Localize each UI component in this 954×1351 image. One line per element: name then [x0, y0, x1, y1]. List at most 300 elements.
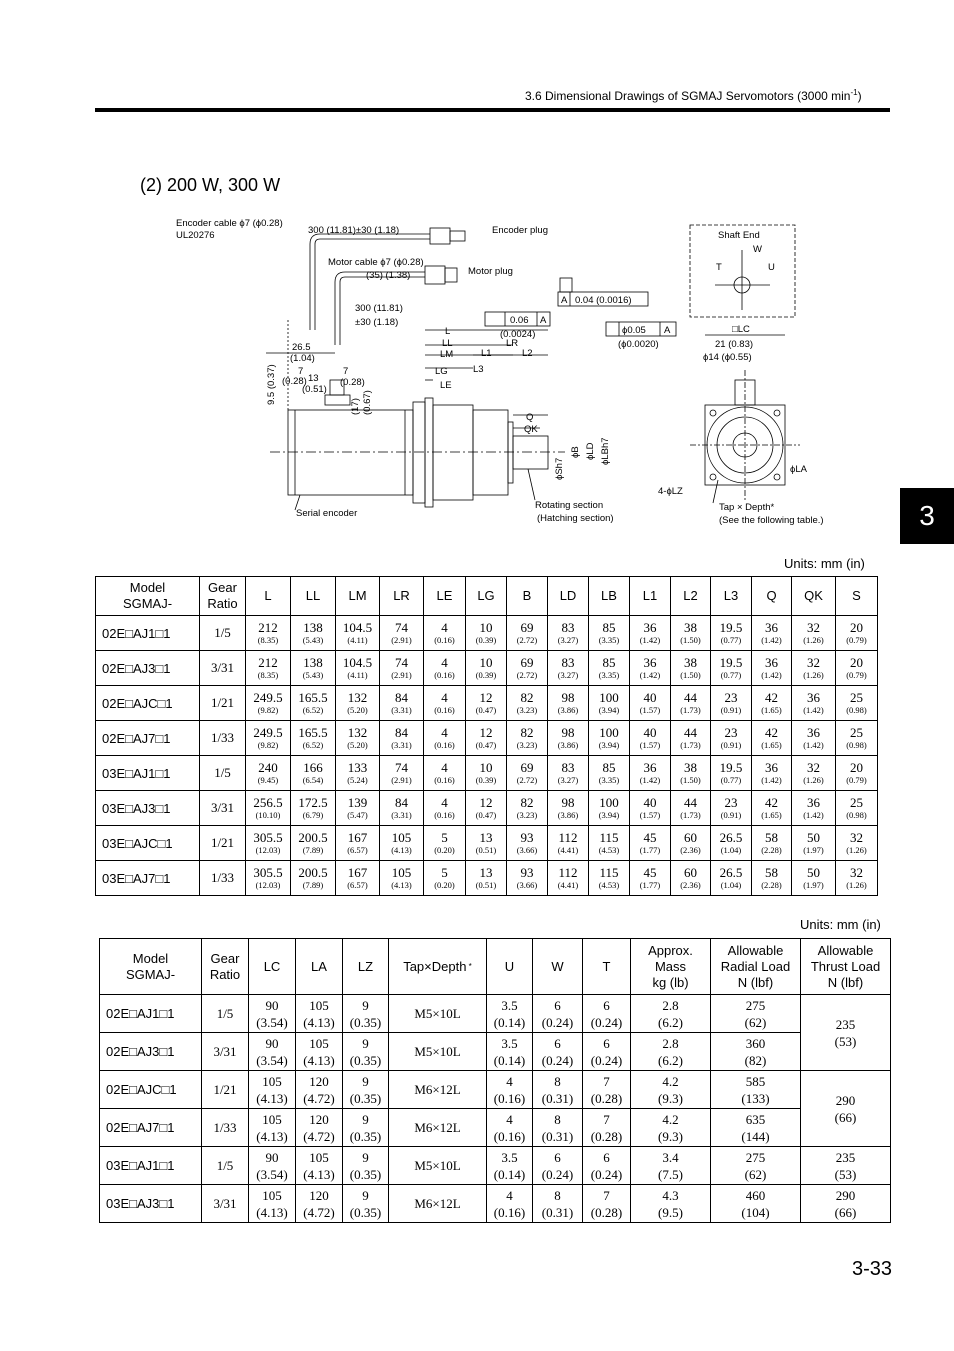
- value-cell: [336, 651, 380, 686]
- value-in: (12.03): [255, 844, 281, 855]
- value-cell: 90 (3.54): [249, 1147, 296, 1185]
- value-cell: [507, 791, 548, 826]
- table-row: [96, 791, 878, 826]
- column-header: Tap×Depth *: [389, 939, 487, 995]
- value-cell: [336, 791, 380, 826]
- value-in: (0.20): [434, 879, 455, 890]
- value-mm: 74: [395, 654, 408, 670]
- table-row: [100, 1033, 891, 1071]
- column-header: Allowable Radial Load N (lbf): [711, 939, 801, 995]
- dim-L: L: [445, 326, 451, 337]
- value-in: (3.94): [598, 739, 620, 750]
- value-mm: 36: [765, 759, 778, 775]
- thrust-load-cell: 235 (53): [801, 1147, 891, 1185]
- column-header: L: [246, 577, 291, 616]
- value-in: (1.42): [803, 809, 824, 820]
- value-in: (3.27): [557, 774, 579, 785]
- table1-units: Units: mm (in): [784, 556, 865, 571]
- value-cell: 6 (0.24): [583, 1033, 631, 1071]
- value-mm: 100: [599, 724, 619, 740]
- value-cell: 9 (0.35): [343, 995, 389, 1033]
- value-cell: [589, 651, 630, 686]
- model-cell: 02E□AJ7□1: [100, 1109, 202, 1147]
- value-cell: [630, 826, 671, 861]
- value-cell: 4.2 (9.3): [631, 1071, 711, 1109]
- value-mm: 25: [850, 689, 863, 705]
- value-in: (1.57): [639, 704, 661, 715]
- value-cell: [380, 861, 424, 896]
- value-mm: 42: [765, 724, 778, 740]
- value-cell: [336, 721, 380, 756]
- value-cell: [507, 721, 548, 756]
- value-cell: [792, 721, 836, 756]
- value-cell: [424, 686, 466, 721]
- value-in: (1.65): [761, 739, 782, 750]
- value-cell: [246, 756, 291, 791]
- value-cell: [380, 826, 424, 861]
- value-mm: 12: [479, 724, 493, 740]
- value-in: (6.52): [302, 739, 324, 750]
- value-in: (1.97): [803, 844, 824, 855]
- model-cell: 02E□AJ7□1: [96, 721, 200, 756]
- dim-B: ϕB: [570, 446, 581, 458]
- cable-length-2b: ±30 (1.18): [355, 317, 399, 328]
- value-mm: 25: [850, 794, 863, 810]
- value-mm: 105: [391, 829, 412, 845]
- value-in: (4.41): [557, 879, 579, 890]
- value-mm: 44: [684, 724, 697, 740]
- value-mm: 93: [520, 864, 534, 880]
- value-in: (1.26): [803, 634, 824, 645]
- value-in: (4.53): [598, 879, 620, 890]
- value-in: (1.42): [761, 634, 782, 645]
- value-cell: M5×10L: [389, 1147, 487, 1185]
- column-header: LG: [466, 577, 507, 616]
- thrust-load-cell: 235 (53): [801, 995, 891, 1071]
- value-cell: 460 (104): [711, 1185, 801, 1223]
- value-cell: [792, 861, 836, 896]
- column-header: Allowable Thrust Load N (lbf): [801, 939, 891, 995]
- value-mm: 38: [684, 619, 697, 635]
- value-mm: 44: [684, 689, 697, 705]
- model-cell: 03E□AJ1□1: [100, 1147, 202, 1185]
- column-header: L1: [630, 577, 671, 616]
- value-in: (4.13): [391, 844, 412, 855]
- tap-depth-label: Tap × Depth*: [719, 502, 775, 513]
- dim-W: W: [753, 244, 762, 255]
- value-cell: [507, 651, 548, 686]
- table-row: [100, 1185, 891, 1223]
- value-in: (4.13): [391, 879, 412, 890]
- value-mm: 85: [602, 619, 616, 635]
- value-mm: 100: [599, 794, 619, 810]
- value-mm: 133: [347, 759, 368, 775]
- value-cell: [246, 861, 291, 896]
- model-cell: 03E□AJC□1: [96, 826, 200, 861]
- model-cell: 03E□AJ1□1: [96, 756, 200, 791]
- model-cell: 02E□AJC□1: [100, 1071, 202, 1109]
- gear-ratio-cell: 1/21: [200, 826, 246, 861]
- value-mm: 98: [561, 724, 575, 740]
- value-mm: 4: [441, 759, 448, 775]
- column-header: Gear Ratio: [200, 577, 246, 616]
- value-in: (3.23): [516, 704, 538, 715]
- value-cell: [589, 721, 630, 756]
- value-cell: M5×10L: [389, 995, 487, 1033]
- value-cell: [671, 616, 711, 651]
- value-in: (2.72): [516, 669, 538, 680]
- dim-QK: QK: [524, 424, 538, 435]
- value-in: (1.42): [639, 774, 661, 785]
- value-in: (3.35): [598, 774, 620, 785]
- value-in: (3.86): [557, 704, 579, 715]
- table-row: [100, 1109, 891, 1147]
- value-cell: 9 (0.35): [343, 1109, 389, 1147]
- value-in: (1.42): [803, 739, 824, 750]
- value-in: (0.51): [475, 879, 497, 890]
- value-cell: [380, 756, 424, 791]
- value-cell: [291, 686, 336, 721]
- value-cell: 7 (0.28): [583, 1109, 631, 1147]
- value-mm: 104.5: [342, 654, 373, 670]
- value-cell: [589, 616, 630, 651]
- value-cell: 120 (4.72): [296, 1185, 343, 1223]
- dim-028b: (0.28): [340, 377, 365, 388]
- value-mm: 4: [441, 654, 448, 670]
- value-in: (10.10): [255, 809, 281, 820]
- column-header: B: [507, 577, 548, 616]
- value-cell: 6 (0.24): [533, 1147, 583, 1185]
- value-mm: 10: [479, 759, 493, 775]
- concentricity-datum: A: [664, 325, 671, 336]
- value-mm: 82: [520, 794, 534, 810]
- value-mm: 20: [850, 654, 863, 670]
- value-cell: [291, 826, 336, 861]
- value-in: (2.91): [391, 774, 412, 785]
- gear-ratio-cell: 1/5: [202, 1147, 249, 1185]
- value-mm: 20: [850, 619, 863, 635]
- value-cell: 635 (144): [711, 1109, 801, 1147]
- value-in: (1.26): [846, 879, 867, 890]
- model-cell: 02E□AJC□1: [96, 686, 200, 721]
- dim-LA: ϕLA: [790, 464, 807, 475]
- column-header: Approx. Mass kg (lb): [631, 939, 711, 995]
- value-in: (0.20): [434, 844, 455, 855]
- value-mm: 26.5: [719, 864, 743, 880]
- value-in: (9.45): [257, 774, 279, 785]
- motor-cable-label: Motor cable ϕ7 (ϕ0.28): [328, 257, 424, 268]
- dim-26-5: 26.5: [292, 342, 311, 353]
- value-in: (3.27): [557, 634, 579, 645]
- column-header: L2: [671, 577, 711, 616]
- value-cell: 585 (133): [711, 1071, 801, 1109]
- value-in: (1.42): [639, 669, 661, 680]
- value-in: (1.57): [639, 739, 661, 750]
- value-mm: 36: [807, 724, 820, 740]
- value-cell: 9 (0.35): [343, 1185, 389, 1223]
- dim-21: 21 (0.83): [715, 339, 754, 350]
- value-mm: 4: [441, 619, 448, 635]
- value-cell: M6×12L: [389, 1071, 487, 1109]
- model-cell: 02E□AJ3□1: [96, 651, 200, 686]
- table1-header-row: [96, 577, 878, 616]
- value-mm: 32: [807, 759, 820, 775]
- value-mm: 98: [561, 794, 575, 810]
- value-in: (1.04): [720, 844, 742, 855]
- table-row: [100, 995, 891, 1033]
- dim-LBh7: ϕLBh7: [600, 437, 611, 465]
- column-header: U: [487, 939, 533, 995]
- value-in: (0.16): [434, 809, 455, 820]
- value-cell: [836, 826, 878, 861]
- value-cell: [711, 651, 752, 686]
- value-cell: [792, 686, 836, 721]
- value-mm: 13: [479, 829, 493, 845]
- value-cell: 6 (0.24): [583, 1147, 631, 1185]
- value-mm: 60: [684, 864, 697, 880]
- runout-tolerance: 0.04 (0.0016): [575, 295, 632, 306]
- value-mm: 85: [602, 654, 616, 670]
- dim-LR: LR: [506, 338, 519, 349]
- header-rule: [95, 108, 890, 112]
- value-in: (7.89): [302, 844, 324, 855]
- value-cell: 3.5 (0.14): [487, 1033, 533, 1071]
- value-cell: [291, 721, 336, 756]
- value-mm: 240: [258, 759, 278, 775]
- value-cell: [671, 791, 711, 826]
- value-mm: 44: [684, 794, 697, 810]
- value-cell: 8 (0.31): [533, 1185, 583, 1223]
- dim-13: 13: [308, 373, 319, 384]
- value-cell: [711, 616, 752, 651]
- column-header: S: [836, 577, 878, 616]
- dim-L1: L1: [481, 348, 492, 359]
- value-in: (0.16): [434, 634, 455, 645]
- model-cell: 02E□AJ3□1: [100, 1033, 202, 1071]
- value-cell: 275 (62): [711, 995, 801, 1033]
- value-in: (0.98): [846, 809, 867, 820]
- value-in: (4.11): [347, 634, 368, 645]
- value-cell: [836, 651, 878, 686]
- value-in: (5.43): [302, 669, 324, 680]
- value-mm: 38: [684, 759, 697, 775]
- value-mm: 23: [724, 794, 738, 810]
- value-mm: 74: [395, 759, 408, 775]
- column-header: LD: [548, 577, 589, 616]
- value-in: (1.77): [639, 879, 661, 890]
- value-mm: 84: [395, 794, 408, 810]
- value-in: (0.51): [475, 844, 497, 855]
- value-cell: 4.2 (9.3): [631, 1109, 711, 1147]
- value-in: (3.23): [516, 739, 538, 750]
- value-in: (0.98): [846, 739, 867, 750]
- value-cell: 105 (4.13): [296, 995, 343, 1033]
- dim-LZ: 4-ϕLZ: [658, 486, 683, 497]
- value-cell: [752, 651, 792, 686]
- value-in: (9.82): [257, 739, 279, 750]
- value-cell: [671, 686, 711, 721]
- value-mm: 165.5: [298, 689, 328, 705]
- gear-ratio-cell: 1/21: [202, 1071, 249, 1109]
- value-cell: [548, 826, 589, 861]
- value-in: (3.94): [598, 809, 620, 820]
- value-in: (0.98): [846, 704, 867, 715]
- dim-LM: LM: [440, 349, 454, 360]
- value-cell: [630, 721, 671, 756]
- value-cell: M5×10L: [389, 1033, 487, 1071]
- value-in: (2.72): [516, 774, 538, 785]
- value-mm: 32: [850, 864, 863, 880]
- value-cell: [589, 861, 630, 896]
- running-header: 3.6 Dimensional Drawings of SGMAJ Servomotors (3000 $\min^{-1}$): [525, 88, 862, 103]
- gear-ratio-cell: 3/31: [202, 1033, 249, 1071]
- value-cell: [836, 721, 878, 756]
- motor-cable-dim: (35) (1.38): [366, 270, 411, 281]
- value-cell: [752, 791, 792, 826]
- column-header: LL: [291, 577, 336, 616]
- value-mm: 32: [807, 619, 820, 635]
- dim-LD: ϕLD: [585, 442, 596, 460]
- value-cell: 90 (3.54): [249, 1033, 296, 1071]
- value-in: (0.39): [475, 669, 497, 680]
- value-mm: 84: [395, 724, 408, 740]
- value-in: (9.82): [257, 704, 279, 715]
- value-in: (1.73): [680, 739, 701, 750]
- cable-length-2a: 300 (11.81): [355, 303, 403, 314]
- column-header: LM: [336, 577, 380, 616]
- value-cell: [711, 686, 752, 721]
- value-cell: [466, 651, 507, 686]
- value-in: (0.79): [846, 634, 867, 645]
- value-cell: [380, 791, 424, 826]
- value-in: (5.47): [347, 809, 368, 820]
- runout-datum: A: [561, 295, 568, 306]
- table2-units: Units: mm (in): [800, 917, 881, 932]
- value-cell: [630, 791, 671, 826]
- model-cell: 03E□AJ7□1: [96, 861, 200, 896]
- tap-footnote-mark: *: [466, 961, 472, 971]
- value-mm: 166: [303, 759, 323, 775]
- gear-ratio-cell: 3/31: [200, 651, 246, 686]
- value-cell: [246, 616, 291, 651]
- value-in: (0.16): [434, 774, 455, 785]
- value-mm: 115: [599, 829, 619, 845]
- value-cell: [336, 756, 380, 791]
- dim-LG: LG: [435, 366, 448, 377]
- value-cell: [630, 861, 671, 896]
- value-cell: [630, 651, 671, 686]
- column-header: T: [583, 939, 631, 995]
- value-cell: 9 (0.35): [343, 1033, 389, 1071]
- value-mm: 19.5: [719, 619, 743, 635]
- value-in: (0.77): [720, 634, 742, 645]
- column-header: Model SGMAJ-: [96, 577, 200, 616]
- value-cell: 4 (0.16): [487, 1071, 533, 1109]
- value-mm: 40: [643, 724, 657, 740]
- value-cell: [507, 616, 548, 651]
- model-cell: 03E□AJ3□1: [96, 791, 200, 826]
- value-cell: [424, 721, 466, 756]
- value-in: (2.91): [391, 669, 412, 680]
- dim-LL: LL: [442, 338, 453, 349]
- value-mm: 4: [441, 794, 448, 810]
- value-cell: [246, 791, 291, 826]
- value-cell: [589, 791, 630, 826]
- value-in: (0.47): [475, 739, 497, 750]
- encoder-cable-label: Encoder cable ϕ7 (ϕ0.28): [176, 218, 283, 229]
- value-in: (3.31): [391, 809, 412, 820]
- dim-028a: (0.28): [282, 376, 307, 387]
- value-mm: 45: [643, 829, 657, 845]
- value-cell: [424, 861, 466, 896]
- gear-ratio-cell: 1/5: [200, 616, 246, 651]
- value-cell: [507, 686, 548, 721]
- value-in: (5.20): [347, 704, 368, 715]
- value-in: (1.73): [680, 809, 701, 820]
- table-row: [96, 651, 878, 686]
- motor-plug-label: Motor plug: [468, 266, 513, 277]
- gear-ratio-cell: 1/33: [200, 861, 246, 896]
- value-cell: 4.3 (9.5): [631, 1185, 711, 1223]
- value-mm: 45: [643, 864, 657, 880]
- value-mm: 105: [391, 864, 412, 880]
- value-cell: [792, 756, 836, 791]
- value-in: (2.36): [680, 879, 701, 890]
- value-mm: 93: [520, 829, 534, 845]
- value-in: (1.73): [680, 704, 701, 715]
- value-cell: [711, 861, 752, 896]
- value-in: (0.39): [475, 634, 497, 645]
- table-row: [96, 861, 878, 896]
- value-cell: 3.5 (0.14): [487, 995, 533, 1033]
- thrust-load-cell: 290 (66): [801, 1185, 891, 1223]
- value-cell: [671, 826, 711, 861]
- value-in: (1.97): [803, 879, 824, 890]
- value-in: (3.23): [516, 809, 538, 820]
- dim-Q: Q: [526, 412, 534, 423]
- value-in: (1.42): [761, 669, 782, 680]
- value-cell: [466, 791, 507, 826]
- value-in: (4.11): [347, 669, 368, 680]
- value-cell: [291, 861, 336, 896]
- value-mm: 19.5: [719, 759, 743, 775]
- value-mm: 100: [599, 689, 619, 705]
- dim-7b: 7: [343, 366, 349, 377]
- gear-ratio-cell: 1/5: [200, 756, 246, 791]
- value-mm: 36: [643, 654, 657, 670]
- hatching-section-label: (Hatching section): [537, 513, 614, 524]
- encoder-plug-label: Encoder plug: [492, 225, 548, 236]
- value-in: (5.24): [347, 774, 368, 785]
- value-cell: [752, 686, 792, 721]
- value-cell: [380, 616, 424, 651]
- value-mm: 36: [765, 619, 778, 635]
- value-mm: 36: [643, 759, 657, 775]
- value-mm: 212: [258, 619, 278, 635]
- column-header: LR: [380, 577, 424, 616]
- value-cell: 6 (0.24): [583, 995, 631, 1033]
- value-mm: 115: [599, 864, 619, 880]
- value-cell: 6 (0.24): [533, 1033, 583, 1071]
- value-in: (2.91): [391, 634, 412, 645]
- value-cell: 3.4 (7.5): [631, 1147, 711, 1185]
- value-cell: 90 (3.54): [249, 995, 296, 1033]
- value-cell: [291, 791, 336, 826]
- value-cell: [792, 616, 836, 651]
- value-mm: 132: [347, 724, 368, 740]
- value-mm: 69: [520, 619, 534, 635]
- value-in: (3.94): [598, 704, 620, 715]
